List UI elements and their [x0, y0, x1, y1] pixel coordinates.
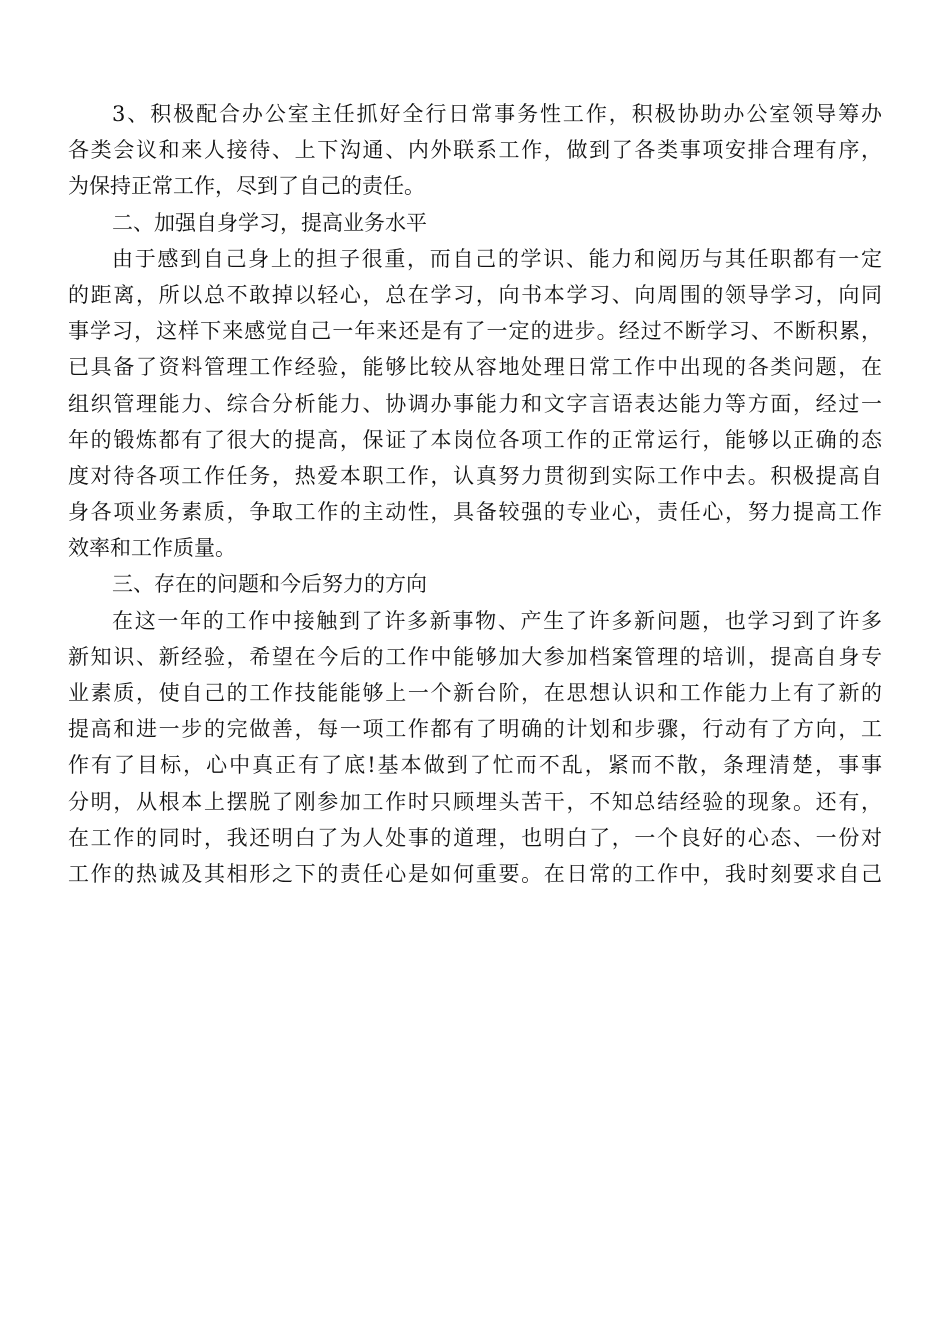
- text-line: 为保持正常工作，尽到了自己的责任。: [68, 174, 425, 199]
- text-line: 效率和工作质量。: [68, 536, 236, 561]
- text-line: 作有了目标，心中真正有了底!基本做到了忙而不乱，紧而不散，条理清楚，事事: [68, 753, 882, 778]
- text-line: 度对待各项工作任务，热爱本职工作，认真努力贯彻到实际工作中去。积极提高自: [68, 463, 882, 488]
- text-line: 新知识、新经验，希望在今后的工作中能够加大参加档案管理的培训，提高自身专: [68, 644, 882, 669]
- text-line: 身各项业务素质，争取工作的主动性，具备较强的专业心，责任心，努力提高工作: [68, 500, 882, 525]
- text-line: 业素质，使自己的工作技能能够上一个新台阶，在思想认识和工作能力上有了新的: [68, 681, 882, 705]
- text-line: 的距离，所以总不敢掉以轻心，总在学习，向书本学习、向周围的领导学习，向同: [68, 282, 882, 307]
- text-line: 已具备了资料管理工作经验，能够比较从容地处理日常工作中出现的各类问题，在: [68, 355, 882, 380]
- text-line: 在工作的同时，我还明白了为人处事的道理，也明白了，一个良好的心态、一份对: [68, 825, 882, 850]
- text-line: 提高和进一步的完做善，每一项工作都有了明确的计划和步骤，行动有了方向，工: [68, 717, 882, 742]
- text-line: 年的锻炼都有了很大的提高，保证了本岗位各项工作的正常运行，能够以正确的态: [68, 427, 882, 452]
- text-line: 各类会议和来人接待、上下沟通、内外联系工作，做到了各类事项安排合理有序，: [68, 138, 882, 163]
- text-line: 二、加强自身学习，提高业务水平: [112, 210, 427, 235]
- text-line: 工作的热诚及其相形之下的责任心是如何重要。在日常的工作中，我时刻要求自己: [68, 861, 882, 886]
- text-line: 事学习，这样下来感觉自己一年来还是有了一定的进步。经过不断学习、不断积累，: [68, 319, 882, 344]
- text-line: 在这一年的工作中接触到了许多新事物、产生了许多新问题，也学习到了许多: [112, 608, 882, 633]
- text-line: 三、存在的问题和今后努力的方向: [112, 572, 427, 597]
- document-body: [68, 96, 882, 892]
- text-line: 3、积极配合办公室主任抓好全行日常事务性工作，积极协助办公室领导筹办: [112, 102, 882, 126]
- text-line: 分明，从根本上摆脱了刚参加工作时只顾埋头苦干，不知总结经验的现象。还有，: [68, 789, 882, 814]
- text-line: 组织管理能力、综合分析能力、协调办事能力和文字言语表达能力等方面，经过一: [68, 391, 882, 416]
- text-line: 由于感到自己身上的担子很重，而自己的学识、能力和阅历与其任职都有一定: [112, 246, 882, 271]
